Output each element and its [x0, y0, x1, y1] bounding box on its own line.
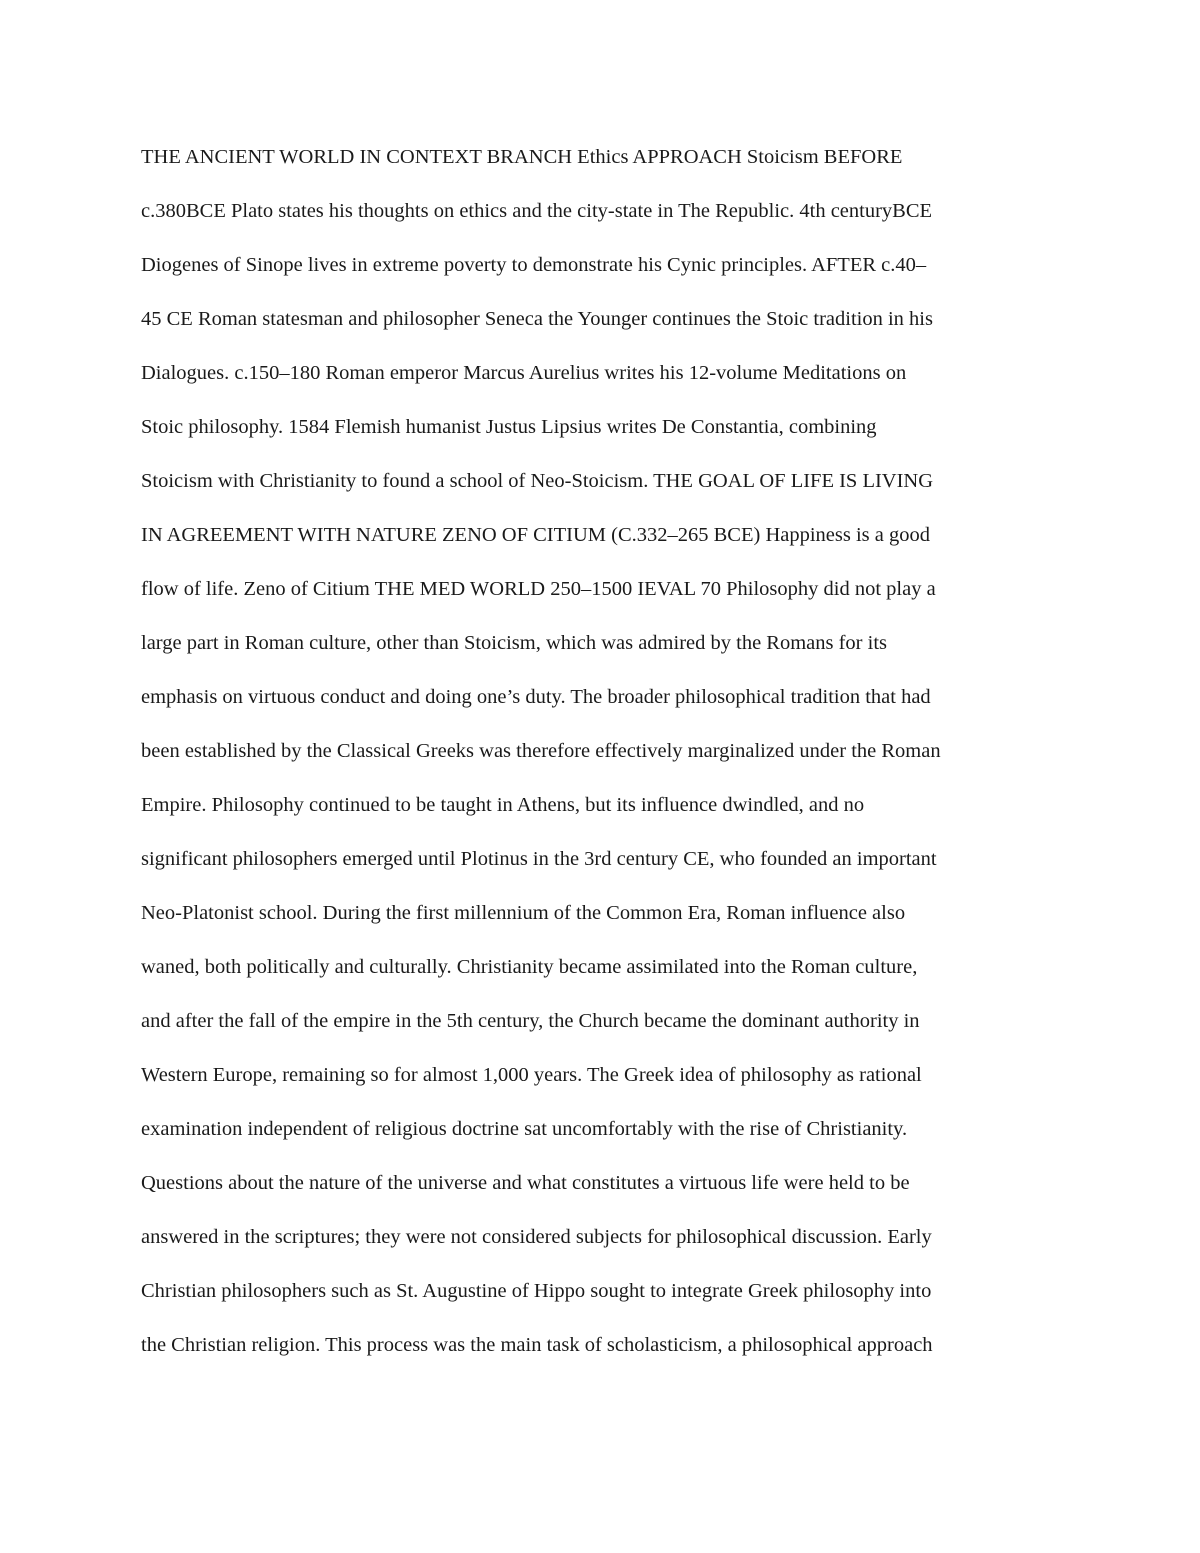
text-line: significant philosophers emerged until Plotinus in the 3rd century CE, who founded an important [141, 848, 937, 870]
text-line: Neo-Platonist school. During the first millennium of the Common Era, Roman influence also [141, 902, 906, 924]
text-line: and after the fall of the empire in the 5th century, the Church became the dominant authority in [141, 1010, 920, 1032]
text-line: answered in the scriptures; they were not considered subjects for philosophical discussion. Early [141, 1226, 932, 1248]
text-line: the Christian religion. This process was the main task of scholasticism, a philosophical approach [141, 1334, 933, 1356]
text-line: Stoic philosophy. 1584 Flemish humanist Justus Lipsius writes De Constantia, combining [141, 416, 877, 438]
text-line: Dialogues. c.150–180 Roman emperor Marcus Aurelius writes his 12-volume Meditations on [141, 362, 907, 384]
text-line: Western Europe, remaining so for almost 1,000 years. The Greek idea of philosophy as rational [141, 1064, 922, 1086]
text-line: IN AGREEMENT WITH NATURE ZENO OF CITIUM (C.332–265 BCE) Happiness is a good [141, 524, 931, 546]
text-line: emphasis on virtuous conduct and doing one’s duty. The broader philosophical tradition that had [141, 686, 931, 708]
text-line: examination independent of religious doctrine sat uncomfortably with the rise of Christianity. [141, 1118, 908, 1140]
text-line: large part in Roman culture, other than Stoicism, which was admired by the Romans for its [141, 632, 888, 654]
text-line: c.380BCE Plato states his thoughts on ethics and the city-state in The Republic. 4th centuryBCE [141, 200, 933, 222]
text-line: Questions about the nature of the universe and what constitutes a virtuous life were held to be [141, 1172, 910, 1194]
text-line: Empire. Philosophy continued to be taught in Athens, but its influence dwindled, and no [141, 794, 865, 816]
text-line: Stoicism with Christianity to found a school of Neo-Stoicism. THE GOAL OF LIFE IS LIVING [141, 470, 934, 492]
text-line: flow of life. Zeno of Citium THE MED WORLD 250–1500 IEVAL 70 Philosophy did not play a [141, 578, 936, 600]
text-line: been established by the Classical Greeks was therefore effectively marginalized under the Roman [141, 740, 941, 762]
text-line: Christian philosophers such as St. Augustine of Hippo sought to integrate Greek philosophy into [141, 1280, 932, 1302]
text-line: Diogenes of Sinope lives in extreme poverty to demonstrate his Cynic principles. AFTER c.40– [141, 254, 927, 276]
text-line: THE ANCIENT WORLD IN CONTEXT BRANCH Ethics APPROACH Stoicism BEFORE [141, 146, 903, 168]
text-line: waned, both politically and culturally. Christianity became assimilated into the Roman culture, [141, 956, 918, 978]
text-line: 45 CE Roman statesman and philosopher Seneca the Younger continues the Stoic tradition in his [141, 308, 933, 330]
body-text [141, 140, 1071, 1382]
